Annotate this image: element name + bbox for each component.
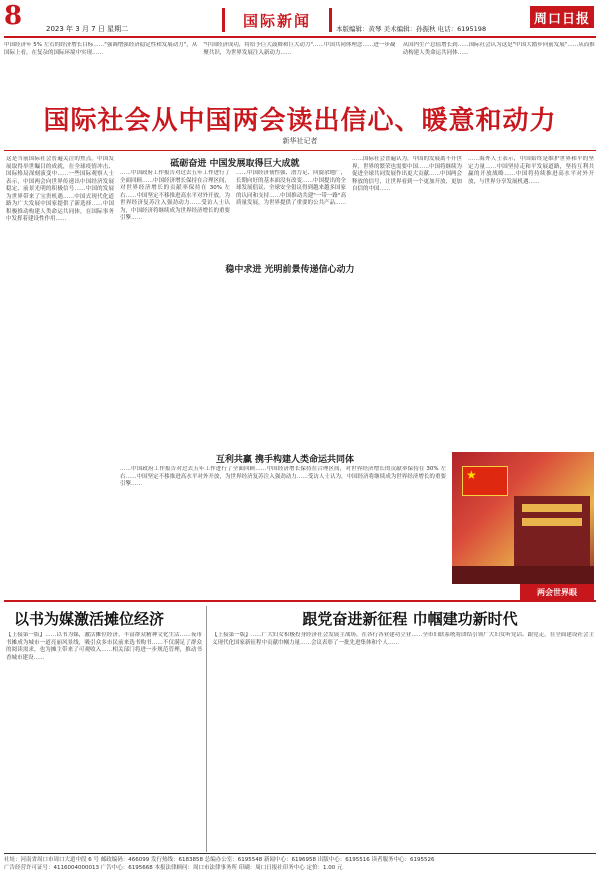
bottom-article-2-title: 跟党奋进新征程 巾帼建功新时代	[302, 610, 518, 628]
building-base	[452, 566, 594, 584]
article-column-1: 这是当前国际社会普遍关注的焦点。中国发展取得举世瞩目的成就，在全球疫情冲击、国际格局深刻演变中……一些国际观察人士表示，中国两会向世界传递出中国经济发展稳定、前景光明的积极信号……中国的发展为世界带来了宝贵机遇……中国式现代化道路为广大发展中国家提供了新选择……中国积极推动构建人类命运共同体，在国际事务中发挥着建设性作用……	[6, 156, 114, 222]
building-band-2	[522, 518, 582, 526]
article-column-3: ……中国经济韧性强、潜力足、回旋余地广，长期向好的基本面没有改变……中国提出的全球发展倡议、全球安全倡议得到越来越多国家的认同和支持……中国推动共建"一带一路"高质量发展，为世界提供了重要的公共产品……	[236, 170, 346, 206]
photo-badge: 两会世界眼	[520, 584, 594, 600]
footer-line-2: 广告经营许可证号：4116004000013 广告中心：6195668 本报法律顾问：周口市法律事务所 印刷：周口日报社印务中心 定价：1.00 元	[4, 865, 343, 871]
footer-divider	[4, 853, 596, 854]
bottom-article-1-text: 【上接第一版】……以书为媒，激活摊位经济，丰富群众精神文化生活……夜市书摊成为城市一道亮丽风景线，吸引众多市民前来选书购书……不仅满足了群众的阅读需求，也为摊主带来了可观收入……相关部门将进一步规范管理，推动书香城市建设……	[6, 632, 202, 661]
main-headline: 国际社会从中国两会读出信心、暖意和动力	[43, 106, 557, 136]
intro-column-2: "中国经济成功，将给予巨大鼓舞和巨大动力"……中国共同体理念……进一步凝聚共识，为世界发展注入新动力……	[203, 42, 396, 56]
newspaper-logo: 周口日报	[530, 6, 594, 28]
subhead-3: 互利共赢 携手构建人类命运共同体	[215, 455, 355, 465]
intro-strip	[4, 42, 596, 90]
star-icon: ★	[466, 468, 477, 482]
section-title: 国际新闻	[242, 11, 311, 30]
building-band-1	[522, 504, 582, 512]
page-number: 8	[4, 1, 23, 31]
section-title-box	[222, 8, 332, 32]
page-header	[0, 0, 600, 42]
bottom-article-2-text: 【上接第一版】……广大妇女积极投身经济社会发展主战场，在各行各业建功立业……全市妇联系统将团结引领广大妇女听党话、跟党走，在全面建设社会主义现代化国家新征程中贡献巾帼力量……会议表彰了一批先进集体和个人……	[212, 632, 594, 646]
bottom-article-1-title: 以书为媒激活摊位经济	[14, 610, 165, 628]
footer-line-1: 社址：河南省周口市周口大道中段 6 号 邮政编码：466099 发行热线：6183858 总编办公室：6195548 新闻中心：6196958 出版中心：6195516 读者服务中心：6195526	[4, 857, 435, 863]
bottom-column-divider	[206, 606, 207, 852]
section-divider	[4, 600, 596, 602]
intro-column-1: 中国经济年 5% 左右的经济增长目标……"强调增强经济稳定性和发展动力"，从国际上看，在复杂的国际环境中实现……	[4, 42, 198, 56]
headline-divider	[4, 150, 596, 151]
issue-date: 2023 年 3 月 7 日 星期二	[46, 25, 129, 33]
editor-credits: 本版编辑：黄琴 美术编辑：孙振秋 电话：6195198	[336, 25, 487, 33]
intro-column-3: 从国内生产总值增长到……国际社会认为这是"中国大踏步向前发展"……从而推动构建人类命运共同体……	[402, 42, 595, 56]
article-column-6: ……中国政府工作报告对过去五年工作进行了全面回顾……中国经济增长保持在合理区间，对世界经济增长的贡献率保持在 30% 左右……中国坚定不移推进高水平对外开放，为世界经济复苏注入强劲动力……受访人士认为，中国经济将继续成为世界经济增长的重要引擎……	[120, 466, 446, 487]
article-column-4: ……国际社会普遍认为，中国的发展离不开世界，世界的繁荣也需要中国……中国将继续为促进全球共同发展作出更大贡献……中国两会释放的信号，让世界看到一个更加开放、更加自信的中国……	[352, 156, 462, 192]
article-column-5: ……海外人士表示，中国始终是维护世界和平的坚定力量……中国坚持走和平发展道路，坚持互利共赢的开放战略……中国将持续推进高水平对外开放，与世界分享发展机遇……	[468, 156, 594, 185]
header-divider	[4, 36, 596, 38]
subhead-1: 砥砺奋进 中国发展取得巨大成就	[170, 159, 300, 169]
article-column-2: ……中国政府工作报告对过去五年工作进行了全面回顾……中国经济增长保持在合理区间，对世界经济增长的贡献率保持在 30% 左右……中国坚定不移推进高水平对外开放，为世界经济复苏注入强劲动力……受访人士认为，中国经济将继续成为世界经济增长的重要引擎……	[120, 170, 230, 221]
page-footer	[4, 856, 596, 872]
subhead-2: 稳中求进 光明前景传递信心动力	[225, 265, 355, 275]
news-photo	[452, 452, 594, 584]
byline: 新华社记者	[282, 137, 318, 145]
